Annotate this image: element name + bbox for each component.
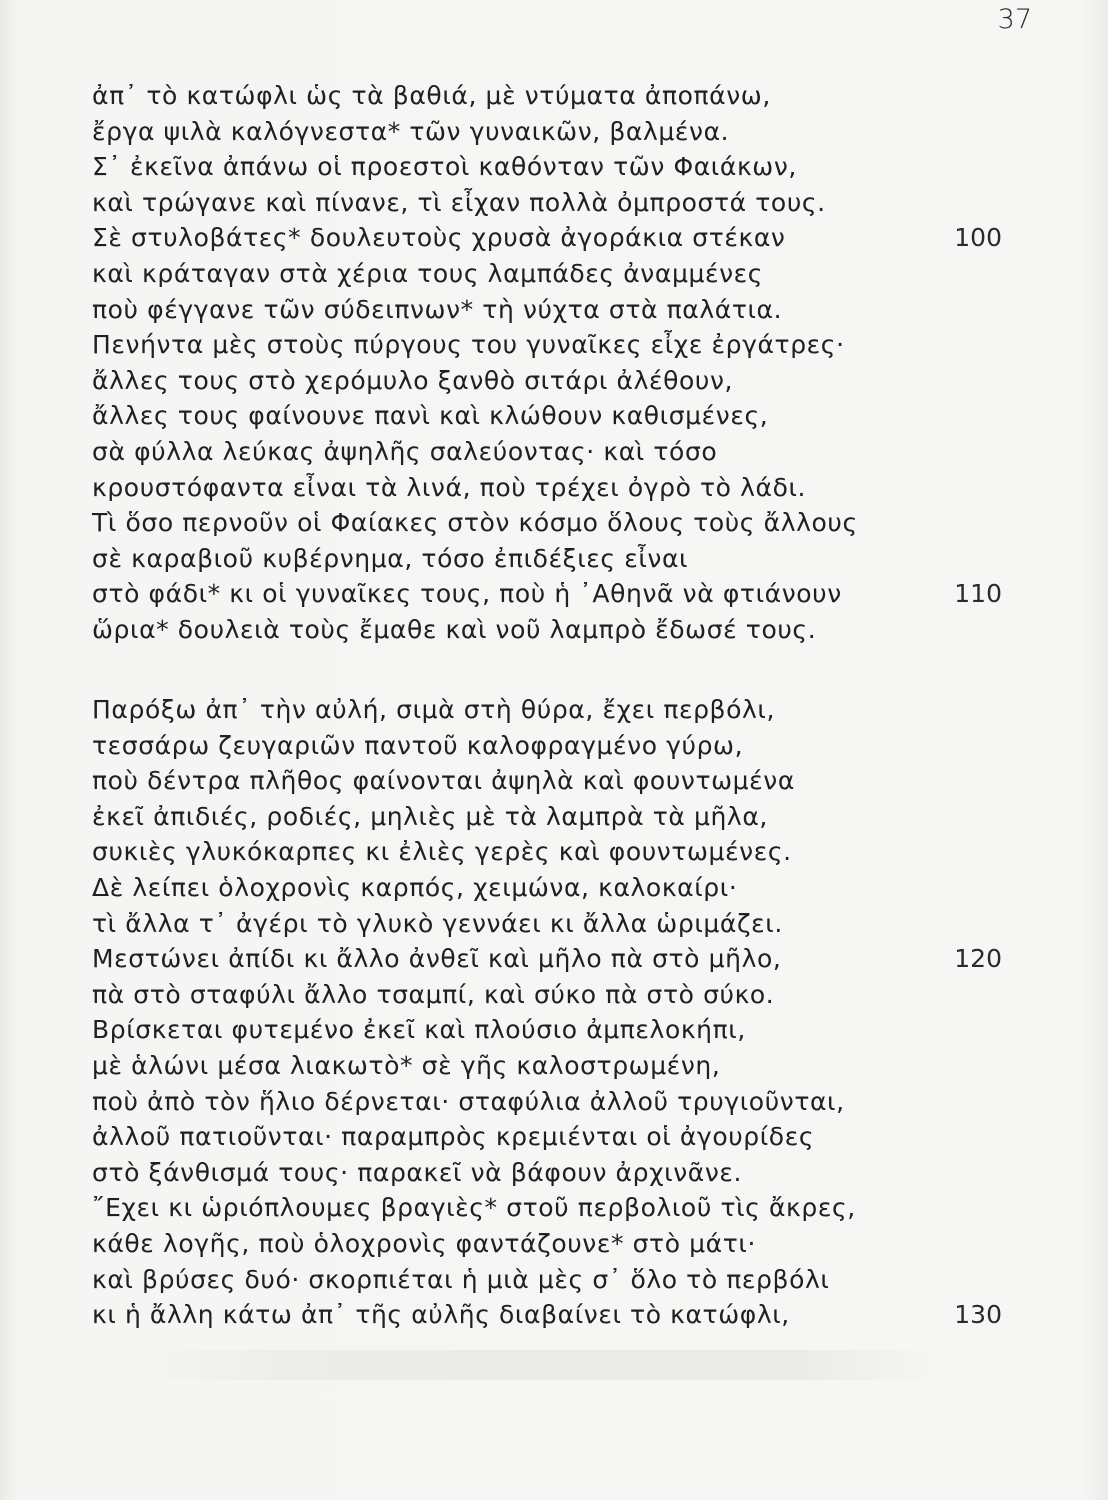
verse-text: Βρίσκεται φυτεμένο ἐκεῖ καὶ πλούσιο ἀμπελοκήπι, — [92, 1015, 746, 1045]
verse-line — [0, 327, 1108, 363]
verse-line — [0, 941, 1108, 977]
verse-line — [0, 398, 1108, 434]
verse-text: καὶ βρύσες δυό· σκορπιέται ἡ μιὰ μὲς σ᾿ ὅλο τὸ περβόλι — [92, 1264, 830, 1294]
verse-line — [0, 906, 1108, 942]
verse-text: ῎Εχει κι ὡριόπλουμες βραγιὲς* στοῦ περβολιοῦ τὶς ἄκρες, — [92, 1193, 856, 1223]
verse-line — [0, 763, 1108, 799]
show-through-shadow — [140, 1350, 940, 1380]
verse-text: στὸ ξάνθισμά τους· παρακεῖ νὰ βάφουν ἀρχινᾶνε. — [92, 1157, 743, 1187]
verse-line — [0, 1119, 1108, 1155]
verse-text: ποὺ δέντρα πλῆθος φαίνονται ἀψηλὰ καὶ φουντωμένα — [92, 766, 795, 796]
line-number: 110 — [954, 579, 1002, 609]
verse-line — [0, 1084, 1108, 1120]
verse-text: ἄλλες τους φαίνουνε πανὶ καὶ κλώθουν καθισμένες, — [92, 401, 769, 431]
line-number: 130 — [954, 1300, 1002, 1330]
verse-text: ὥρια* δουλειὰ τοὺς ἔμαθε καὶ νοῦ λαμπρὸ ἔδωσέ τους. — [92, 614, 817, 644]
verse-line — [0, 149, 1108, 185]
verse-text: ποὺ ἀπὸ τὸν ἥλιο δέρνεται· σταφύλια ἀλλοῦ τρυγιοῦνται, — [92, 1086, 845, 1116]
verse-text: ἐκεῖ ἀπιδιές, ροδιές, μηλιὲς μὲ τὰ λαμπρὰ τὰ μῆλα, — [92, 801, 768, 831]
verse-text: συκιὲς γλυκόκαρπες κι ἐλιὲς γερὲς καὶ φουντωμένες. — [92, 837, 792, 867]
verse-line — [0, 541, 1108, 577]
verse-line — [0, 363, 1108, 399]
verse-line — [0, 1190, 1108, 1226]
verse-text: Πενήντα μὲς στοὺς πύργους του γυναῖκες εἶχε ἐργάτρες· — [92, 330, 845, 360]
verse-line — [0, 1048, 1108, 1084]
verse-line — [0, 1262, 1108, 1298]
verse-line — [0, 799, 1108, 835]
verse-line — [0, 505, 1108, 541]
verse-line — [0, 728, 1108, 764]
verse-text: κρουστόφαντα εἶναι τὰ λινά, ποὺ τρέχει ὀγρὸ τὸ λάδι. — [92, 472, 807, 502]
verse-text: καὶ τρώγανε καὶ πίνανε, τὶ εἶχαν πολλὰ ὀμπροστά τους. — [92, 187, 826, 217]
verse-line — [0, 114, 1108, 150]
verse-line — [0, 434, 1108, 470]
verse-text: Δὲ λείπει ὁλοχρονὶς καρπός, χειμώνα, καλοκαίρι· — [92, 872, 738, 902]
verse-text: καὶ κράταγαν στὰ χέρια τους λαμπάδες ἀναμμένες — [92, 258, 764, 288]
verse-text: τεσσάρω ζευγαριῶν παντοῦ καλοφραγμένο γύρω, — [92, 730, 744, 760]
verse-line — [0, 292, 1108, 328]
verse-line — [0, 220, 1108, 256]
verse-text: σὰ φύλλα λεύκας ἀψηλῆς σαλεύοντας· καὶ τόσο — [92, 436, 718, 466]
verse-text: κάθε λογῆς, ποὺ ὁλοχρονὶς φαντάζουνε* στὸ μάτι· — [92, 1228, 756, 1258]
verse-line — [0, 470, 1108, 506]
verse-text: Σ᾿ ἐκεῖνα ἀπάνω οἱ προεστοὶ καθόνταν τῶν Φαιάκων, — [92, 152, 797, 182]
verse-line — [0, 1155, 1108, 1191]
verse-text: Σὲ στυλοβάτες* δουλευτοὺς χρυσὰ ἀγοράκια στέκαν — [92, 223, 786, 253]
line-number: 100 — [954, 223, 1002, 253]
verse-line — [0, 256, 1108, 292]
verse-text: Τὶ ὅσο περνοῦν οἱ Φαίακες στὸν κόσμο ὅλους τοὺς ἄλλους — [92, 508, 858, 538]
verse-line — [0, 692, 1108, 728]
verse-text: στὸ φάδι* κι οἱ γυναῖκες τους, ποὺ ἡ ᾿Αθηνᾶ νὰ φτιάνουν — [92, 579, 842, 609]
verse-text: Παρόξω ἀπ᾿ τὴν αὐλή, σιμὰ στὴ θύρα, ἔχει περβόλι, — [92, 695, 776, 724]
verse-line — [0, 612, 1108, 648]
verse-text: πὰ στὸ σταφύλι ἄλλο τσαμπί, καὶ σύκο πὰ στὸ σύκο. — [92, 979, 775, 1009]
verse-text: ἄλλες τους στὸ χερόμυλο ξανθὸ σιτάρι ἀλέθουν, — [92, 365, 734, 395]
verse-text: Μεστώνει ἀπίδι κι ἄλλο ἀνθεῖ καὶ μῆλο πὰ στὸ μῆλο, — [92, 944, 782, 974]
verse-line — [0, 834, 1108, 870]
verse-text: τὶ ἄλλα τ᾿ ἀγέρι τὸ γλυκὸ γεννάει κι ἄλλα ὡριμάζει. — [92, 908, 783, 938]
verse-text: ἀπ᾿ τὸ κατώφλι ὡς τὰ βαθιά, μὲ ντύματα ἀποπάνω, — [92, 81, 771, 110]
verse-text: ἔργα ψιλὰ καλόγνεστα* τῶν γυναικῶν, βαλμένα. — [92, 116, 730, 146]
verse-line — [0, 1297, 1108, 1333]
verse-line — [0, 1012, 1108, 1048]
verse-line — [0, 1226, 1108, 1262]
line-number: 120 — [954, 944, 1002, 974]
verse-text: μὲ ἁλώνι μέσα λιακωτὸ* σὲ γῆς καλοστρωμένη, — [92, 1050, 721, 1080]
verse-line — [0, 870, 1108, 906]
page-number: 37 — [997, 4, 1032, 35]
verse-text: ποὺ φέγγανε τῶν σύδειπνων* τὴ νύχτα στὰ παλάτια. — [92, 294, 783, 324]
verse-text: ἀλλοῦ πατιοῦνται· παραμπρὸς κρεμιένται οἱ ἀγουρίδες — [92, 1122, 815, 1152]
verse-line — [0, 78, 1108, 114]
verse-line — [0, 185, 1108, 221]
verse-line — [0, 576, 1108, 612]
stanza — [0, 78, 1108, 648]
stanza — [0, 692, 1108, 1333]
verse-text: σὲ καραβιοῦ κυβέρνημα, τόσο ἐπιδέξιες εἶναι — [92, 543, 689, 573]
verse-text: κι ἡ ἄλλη κάτω ἀπ᾿ τῆς αὐλῆς διαβαίνει τὸ κατώφλι, — [92, 1300, 790, 1330]
verse-line — [0, 977, 1108, 1013]
